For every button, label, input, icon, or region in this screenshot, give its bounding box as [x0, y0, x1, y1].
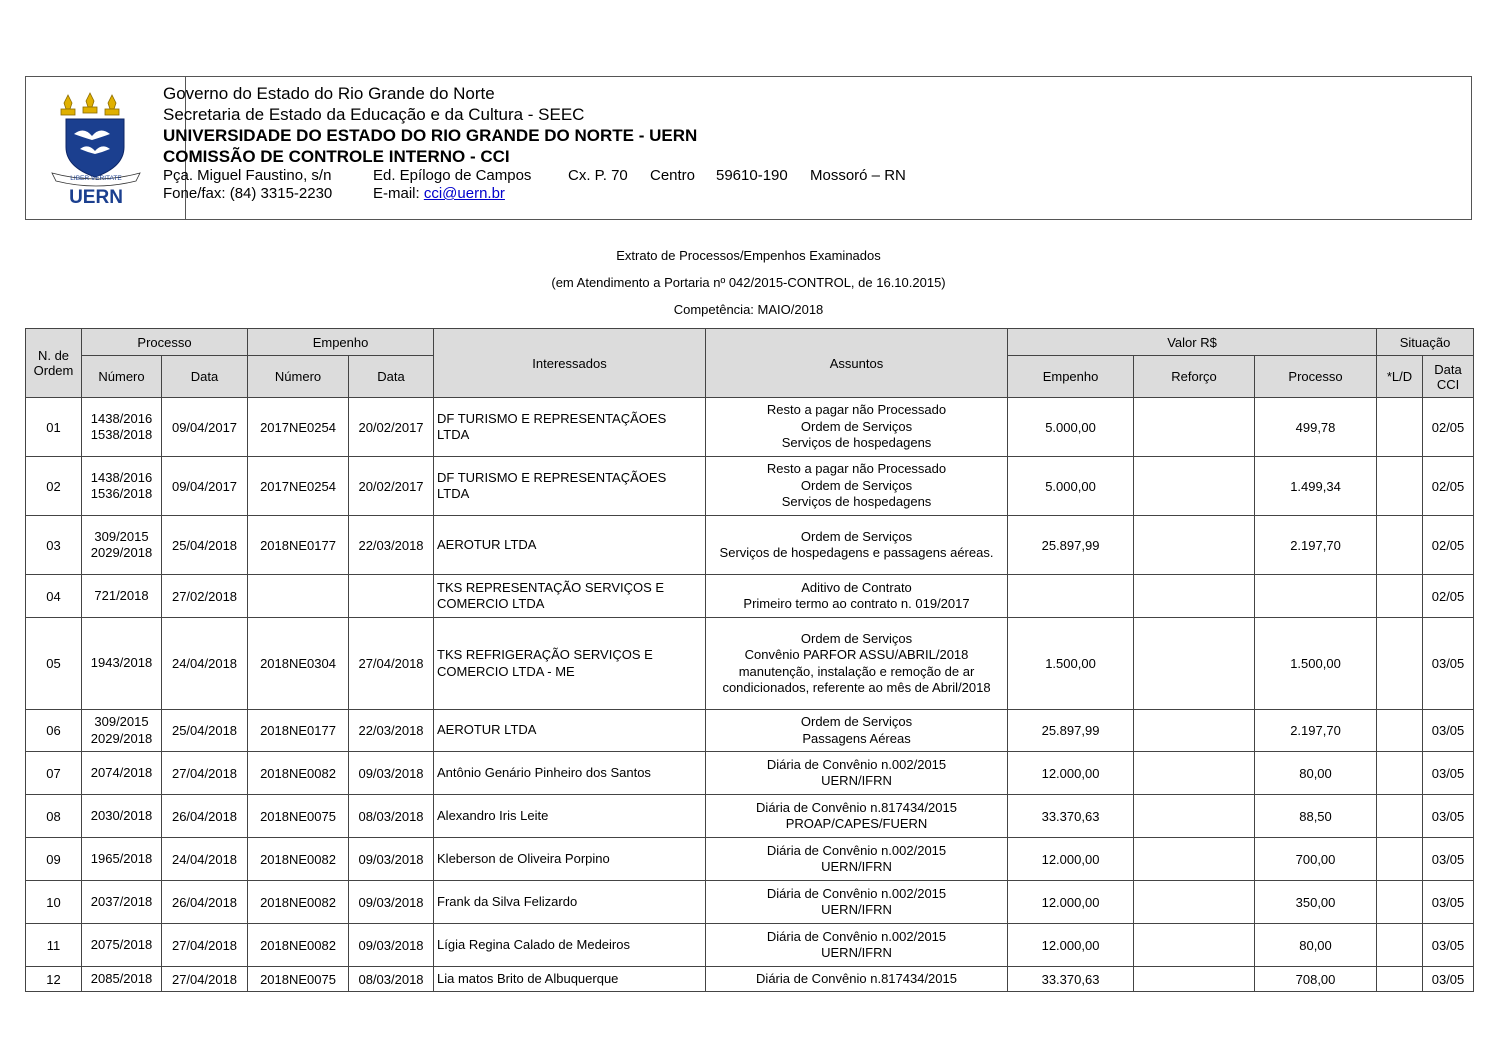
cell-valor-processo: 80,00 [1255, 924, 1377, 967]
address-box: Cx. P. 70 [568, 167, 628, 184]
cell-valor-reforco [1134, 795, 1255, 838]
cell-valor-reforco [1134, 967, 1255, 992]
cell-valor-processo: 499,78 [1255, 398, 1377, 457]
cell-valor-empenho [1008, 575, 1134, 618]
table-row [26, 710, 1474, 752]
col-processo-data: Data [162, 356, 248, 398]
table-row [26, 618, 1474, 710]
cell-valor-reforco [1134, 457, 1255, 516]
col-processo-numero: Número [82, 356, 162, 398]
cell-assunto-line: UERN/IFRN [821, 773, 892, 788]
address-building: Ed. Epílogo de Campos [373, 167, 532, 184]
logo-motto: LIBER VERITATE [70, 175, 122, 182]
cell-interessado: TKS REFRIGERAÇÃO SERVIÇOS E COMERCIO LTDA - ME [434, 618, 706, 710]
cell-processo-numero [82, 398, 162, 457]
cell-valor-empenho: 12.000,00 [1008, 752, 1134, 795]
cell-ld [1377, 575, 1423, 618]
cell-processo-numero [82, 752, 162, 795]
email-label: E-mail: [373, 185, 420, 202]
cell-empenho-data: 09/03/2018 [349, 924, 434, 967]
cell-valor-processo: 1.499,34 [1255, 457, 1377, 516]
cell-ld [1377, 516, 1423, 575]
col-interessados: Interessados [434, 329, 706, 398]
cell-ordem: 04 [26, 575, 82, 618]
table-body [26, 398, 1474, 992]
cell-valor-empenho: 12.000,00 [1008, 924, 1134, 967]
cell-processo-numero-line: 2029/2018 [90, 730, 153, 746]
cell-valor-processo: 700,00 [1255, 838, 1377, 881]
uern-logo [46, 89, 146, 209]
address-line [163, 167, 906, 185]
cell-processo-numero-line: 2029/2018 [90, 545, 153, 560]
cell-processo-numero [82, 967, 162, 992]
letterhead [25, 76, 1472, 220]
col-assuntos: Assuntos [706, 329, 1008, 398]
cell-interessado: Antônio Genário Pinheiro dos Santos [434, 752, 706, 795]
cell-empenho-numero: 2017NE0254 [248, 457, 349, 516]
cell-data-cci: 03/05 [1423, 618, 1474, 710]
cell-assunto-line: manutenção, instalação e remoção de ar condicionados, referente ao mês de Abril/2018 [722, 663, 991, 695]
cell-assunto [706, 575, 1008, 618]
cell-processo-data: 27/02/2018 [162, 575, 248, 618]
cell-empenho-numero: 2018NE0082 [248, 838, 349, 881]
address-city: Mossoró – RN [810, 167, 906, 184]
cell-empenho-numero: 2018NE0075 [248, 795, 349, 838]
cell-valor-empenho: 12.000,00 [1008, 881, 1134, 924]
cell-data-cci: 02/05 [1423, 457, 1474, 516]
university-line: UNIVERSIDADE DO ESTADO DO RIO GRANDE DO NORTE - UERN [163, 126, 698, 145]
cell-ld [1377, 967, 1423, 992]
cell-processo-numero-line: 2075/2018 [90, 936, 153, 952]
cell-assunto-line: Diária de Convênio n.817434/2015 [756, 799, 957, 815]
cell-processo-data: 09/04/2017 [162, 457, 248, 516]
cell-assunto-line: Ordem de Serviços [800, 477, 913, 493]
cell-valor-processo: 88,50 [1255, 795, 1377, 838]
cell-processo-numero [82, 618, 162, 710]
cell-empenho-numero: 2018NE0304 [248, 618, 349, 710]
cell-processo-numero [82, 795, 162, 838]
col-empenho-numero: Número [248, 356, 349, 398]
col-processo: Processo [82, 329, 248, 356]
cell-processo-numero [82, 838, 162, 881]
col-valor-processo: Processo [1255, 356, 1377, 398]
secretariat-line: Secretaria de Estado da Educação e da Cultura - SEEC [163, 105, 585, 124]
cell-empenho-data: 09/03/2018 [349, 752, 434, 795]
col-situacao: Situação [1377, 329, 1474, 356]
cell-processo-numero-line: 2037/2018 [90, 893, 153, 909]
cell-valor-empenho: 12.000,00 [1008, 838, 1134, 881]
cell-valor-reforco [1134, 881, 1255, 924]
cell-data-cci: 02/05 [1423, 516, 1474, 575]
cell-valor-empenho: 25.897,99 [1008, 710, 1134, 752]
col-data-cci: Data CCI [1423, 356, 1474, 398]
cell-empenho-data [349, 575, 434, 618]
cell-ld [1377, 710, 1423, 752]
commission-line: COMISSÃO DE CONTROLE INTERNO - CCI [163, 147, 510, 166]
cell-valor-reforco [1134, 398, 1255, 457]
cell-assunto [706, 967, 1008, 992]
cell-assunto-line: Ordem de Serviços [800, 714, 913, 729]
cell-ordem: 01 [26, 398, 82, 457]
address-street: Pça. Miguel Faustino, s/n [163, 167, 332, 184]
cell-assunto [706, 710, 1008, 752]
cell-valor-empenho: 33.370,63 [1008, 795, 1134, 838]
cell-ld [1377, 618, 1423, 710]
cell-processo-numero [82, 710, 162, 752]
cell-empenho-numero: 2018NE0075 [248, 967, 349, 992]
table-row [26, 575, 1474, 618]
cell-interessado: TKS REPRESENTAÇÃO SERVIÇOS E COMERCIO LTDA [434, 575, 706, 618]
col-valor-reforco: Reforço [1134, 356, 1255, 398]
cell-assunto-line: Diária de Convênio n.002/2015 [766, 842, 947, 858]
cell-empenho-data: 09/03/2018 [349, 881, 434, 924]
cell-processo-data: 24/04/2018 [162, 838, 248, 881]
cell-assunto [706, 398, 1008, 457]
cell-assunto [706, 924, 1008, 967]
cell-interessado: Lígia Regina Calado de Medeiros [434, 924, 706, 967]
cell-data-cci: 03/05 [1423, 924, 1474, 967]
cell-valor-empenho: 1.500,00 [1008, 618, 1134, 710]
table-row [26, 398, 1474, 457]
table-row [26, 838, 1474, 881]
table-row [26, 967, 1474, 992]
cell-assunto-line: PROAP/CAPES/FUERN [785, 816, 928, 831]
cell-processo-data: 25/04/2018 [162, 710, 248, 752]
col-ld: *L/D [1377, 356, 1423, 398]
cell-ordem: 11 [26, 924, 82, 967]
cell-assunto [706, 457, 1008, 516]
cell-assunto [706, 881, 1008, 924]
cell-assunto-line: Resto a pagar não Processado [766, 402, 947, 418]
address-district: Centro [650, 167, 696, 184]
cell-valor-reforco [1134, 710, 1255, 752]
contact-line [163, 185, 906, 203]
cell-data-cci: 03/05 [1423, 710, 1474, 752]
cell-data-cci: 02/05 [1423, 575, 1474, 618]
cell-ordem: 09 [26, 838, 82, 881]
cell-data-cci: 03/05 [1423, 967, 1474, 992]
logo-text: UERN [69, 187, 123, 208]
cell-assunto-line: Serviços de hospedagens [781, 435, 932, 451]
cell-processo-data: 27/04/2018 [162, 924, 248, 967]
cell-valor-reforco [1134, 838, 1255, 881]
cell-valor-empenho: 25.897,99 [1008, 516, 1134, 575]
cell-assunto-line: Passagens Aéreas [802, 730, 911, 746]
cell-valor-reforco [1134, 618, 1255, 710]
cell-assunto-line: UERN/IFRN [821, 902, 892, 917]
cell-processo-numero [82, 575, 162, 618]
cell-processo-numero-line: 2085/2018 [90, 970, 153, 986]
cell-processo-data: 26/04/2018 [162, 881, 248, 924]
cell-empenho-numero: 2018NE0082 [248, 881, 349, 924]
col-empenho: Empenho [248, 329, 434, 356]
cell-assunto [706, 838, 1008, 881]
table-row [26, 516, 1474, 575]
cell-ordem: 08 [26, 795, 82, 838]
cell-interessado: Kleberson de Oliveira Porpino [434, 838, 706, 881]
cell-assunto-line: Convênio PARFOR ASSU/ABRIL/2018 [744, 647, 969, 662]
cell-assunto [706, 618, 1008, 710]
cell-empenho-numero: 2018NE0082 [248, 752, 349, 795]
cell-processo-numero-line: 309/2015 [94, 528, 149, 544]
cell-ld [1377, 881, 1423, 924]
address-zip: 59610-190 [716, 167, 788, 184]
email-link[interactable]: cci@uern.br [423, 185, 505, 202]
cell-ordem: 03 [26, 516, 82, 575]
cell-empenho-numero: 2017NE0254 [248, 398, 349, 457]
cell-assunto-line: Diária de Convênio n.002/2015 [766, 756, 947, 772]
cell-processo-data: 24/04/2018 [162, 618, 248, 710]
cell-empenho-data: 08/03/2018 [349, 795, 434, 838]
cell-interessado: DF TURISMO E REPRESENTAÇÃOES LTDA [434, 457, 706, 516]
cell-empenho-numero: 2018NE0177 [248, 710, 349, 752]
cell-processo-numero-line: 2030/2018 [90, 807, 153, 823]
cell-processo-numero [82, 924, 162, 967]
letterhead-text [163, 83, 906, 203]
table-row [26, 752, 1474, 795]
cell-processo-numero-line: 309/2015 [94, 714, 149, 729]
cell-empenho-data: 20/02/2017 [349, 457, 434, 516]
cell-assunto-line: Resto a pagar não Processado [766, 461, 947, 477]
cell-ordem: 10 [26, 881, 82, 924]
cell-valor-reforco [1134, 575, 1255, 618]
cell-empenho-data: 09/03/2018 [349, 838, 434, 881]
cell-processo-numero [82, 457, 162, 516]
cell-valor-reforco [1134, 752, 1255, 795]
cell-processo-data: 09/04/2017 [162, 398, 248, 457]
cell-empenho-data: 20/02/2017 [349, 398, 434, 457]
gov-line: Governo do Estado do Rio Grande do Norte [163, 84, 495, 103]
cell-ld [1377, 838, 1423, 881]
cell-assunto-line: Serviços de hospedagens [781, 494, 932, 510]
cell-interessado: Alexandro Iris Leite [434, 795, 706, 838]
cell-empenho-numero: 2018NE0082 [248, 924, 349, 967]
cell-processo-numero-line: 1965/2018 [90, 850, 153, 866]
cell-empenho-numero: 2018NE0177 [248, 516, 349, 575]
cell-valor-processo: 350,00 [1255, 881, 1377, 924]
cell-processo-numero-line: 721/2018 [94, 587, 149, 603]
cell-valor-reforco [1134, 924, 1255, 967]
cell-ld [1377, 752, 1423, 795]
cell-valor-processo: 80,00 [1255, 752, 1377, 795]
cell-empenho-numero [248, 575, 349, 618]
cell-assunto-line: Ordem de Serviços [800, 630, 913, 646]
cell-assunto-line: UERN/IFRN [821, 945, 892, 960]
cell-assunto-line: Ordem de Serviços [800, 528, 913, 544]
process-table [25, 328, 1474, 992]
cell-empenho-data: 22/03/2018 [349, 516, 434, 575]
cell-valor-empenho: 33.370,63 [1008, 967, 1134, 992]
cell-ordem: 05 [26, 618, 82, 710]
phone-text: Fone/fax: (84) 3315-2230 [163, 185, 333, 202]
cell-interessado: DF TURISMO E REPRESENTAÇÃOES LTDA [434, 398, 706, 457]
cell-interessado: AEROTUR LTDA [434, 516, 706, 575]
cell-ld [1377, 398, 1423, 457]
cell-assunto-line: UERN/IFRN [821, 859, 892, 874]
cell-processo-data: 27/04/2018 [162, 752, 248, 795]
cell-processo-numero-line: 1438/2016 [90, 469, 153, 485]
cell-empenho-data: 08/03/2018 [349, 967, 434, 992]
cell-processo-numero-line: 1538/2018 [90, 427, 153, 442]
cell-assunto-line: Serviços de hospedagens e passagens aéreas. [719, 545, 994, 560]
col-valor-empenho: Empenho [1008, 356, 1134, 398]
cell-ld [1377, 795, 1423, 838]
cell-processo-data: 25/04/2018 [162, 516, 248, 575]
table-row [26, 795, 1474, 838]
cell-assunto [706, 516, 1008, 575]
cell-processo-numero-line: 2074/2018 [90, 764, 153, 780]
document-title: Extrato de Processos/Empenhos Examinados [616, 248, 881, 263]
table-row [26, 881, 1474, 924]
cell-assunto-line: Diária de Convênio n.002/2015 [766, 885, 947, 901]
cell-empenho-data: 27/04/2018 [349, 618, 434, 710]
cell-empenho-data: 22/03/2018 [349, 710, 434, 752]
cell-processo-numero [82, 881, 162, 924]
cell-assunto-line: Diária de Convênio n.002/2015 [766, 928, 947, 944]
col-ordem: N. de Ordem [26, 329, 82, 398]
cell-processo-numero-line: 1536/2018 [90, 486, 153, 501]
cell-valor-processo: 708,00 [1255, 967, 1377, 992]
cell-processo-numero-line: 1438/2016 [90, 410, 153, 426]
cell-assunto-line: Primeiro termo ao contrato n. 019/2017 [743, 596, 970, 611]
cell-interessado: Lia matos Brito de Albuquerque [434, 967, 706, 992]
cell-ordem: 07 [26, 752, 82, 795]
cell-assunto [706, 795, 1008, 838]
cell-valor-processo [1255, 575, 1377, 618]
cell-assunto-line: Aditivo de Contrato [801, 579, 912, 595]
table-row [26, 924, 1474, 967]
col-empenho-data: Data [349, 356, 434, 398]
cell-data-cci: 02/05 [1423, 398, 1474, 457]
cell-valor-empenho: 5.000,00 [1008, 398, 1134, 457]
cell-data-cci: 03/05 [1423, 838, 1474, 881]
cell-data-cci: 03/05 [1423, 752, 1474, 795]
cell-ordem: 02 [26, 457, 82, 516]
cell-ld [1377, 924, 1423, 967]
cell-valor-empenho: 5.000,00 [1008, 457, 1134, 516]
cell-assunto-line: Ordem de Serviços [800, 418, 913, 434]
cell-data-cci: 03/05 [1423, 795, 1474, 838]
cell-processo-numero [82, 516, 162, 575]
cell-assunto-line: Diária de Convênio n.817434/2015 [756, 970, 957, 986]
cell-ordem: 06 [26, 710, 82, 752]
cell-valor-processo: 1.500,00 [1255, 618, 1377, 710]
cell-valor-reforco [1134, 516, 1255, 575]
cell-processo-numero-line: 1943/2018 [90, 655, 153, 671]
document-subtitle: (em Atendimento a Portaria nº 042/2015-CONTROL, de 16.10.2015) [551, 275, 946, 290]
cell-processo-data: 26/04/2018 [162, 795, 248, 838]
cell-interessado: AEROTUR LTDA [434, 710, 706, 752]
cell-ordem: 12 [26, 967, 82, 992]
cell-interessado: Frank da Silva Felizardo [434, 881, 706, 924]
cell-data-cci: 03/05 [1423, 881, 1474, 924]
col-valor: Valor R$ [1008, 329, 1377, 356]
table-row [26, 457, 1474, 516]
cell-processo-data: 27/04/2018 [162, 967, 248, 992]
cell-assunto [706, 752, 1008, 795]
cell-valor-processo: 2.197,70 [1255, 516, 1377, 575]
competence-line: Competência: MAIO/2018 [673, 302, 824, 317]
cell-ld [1377, 457, 1423, 516]
cell-valor-processo: 2.197,70 [1255, 710, 1377, 752]
